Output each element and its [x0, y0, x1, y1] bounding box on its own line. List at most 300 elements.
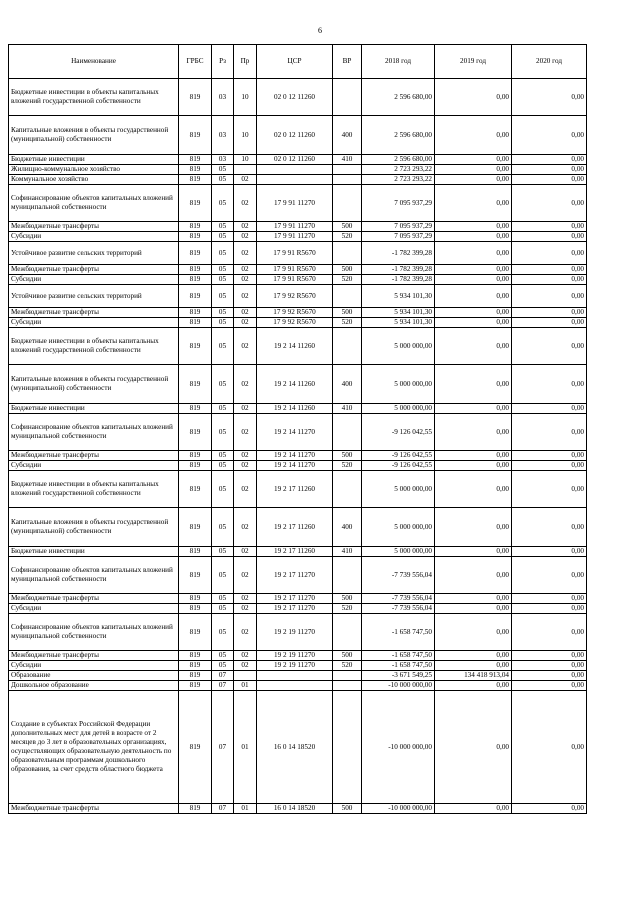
cell-2019: 0,00 [435, 165, 512, 175]
cell-2020: 0,00 [512, 414, 587, 451]
cell-grbs: 819 [179, 508, 212, 547]
cell-csr: 16 0 14 18520 [257, 804, 333, 814]
cell-vr: 500 [333, 222, 362, 232]
cell-2019: 0,00 [435, 471, 512, 508]
cell-2018: 2 723 293,22 [362, 165, 435, 175]
cell-grbs: 819 [179, 804, 212, 814]
cell-2018: -10 000 000,00 [362, 691, 435, 804]
cell-2019: 0,00 [435, 661, 512, 671]
cell-2020: 0,00 [512, 232, 587, 242]
cell-rz: 07 [212, 671, 234, 681]
cell-2019: 0,00 [435, 265, 512, 275]
cell-vr [333, 681, 362, 691]
cell-2020: 0,00 [512, 116, 587, 155]
cell-csr: 17 9 91 11270 [257, 222, 333, 232]
cell-pr [234, 671, 257, 681]
cell-grbs: 819 [179, 222, 212, 232]
cell-pr: 02 [234, 557, 257, 594]
cell-2019: 0,00 [435, 308, 512, 318]
cell-2019: 0,00 [435, 222, 512, 232]
cell-csr: 19 2 14 11270 [257, 451, 333, 461]
table-row [9, 804, 587, 814]
cell-2018: -10 000 000,00 [362, 804, 435, 814]
table-row [9, 285, 587, 308]
cell-name: Субсидии [9, 232, 179, 242]
cell-2018: -7 739 556,04 [362, 594, 435, 604]
cell-rz: 07 [212, 681, 234, 691]
cell-vr [333, 242, 362, 265]
cell-csr: 19 2 14 11260 [257, 328, 333, 365]
cell-rz: 05 [212, 594, 234, 604]
cell-pr: 02 [234, 414, 257, 451]
table-row [9, 604, 587, 614]
table-row [9, 318, 587, 328]
cell-csr: 19 2 17 11270 [257, 594, 333, 604]
table-row [9, 451, 587, 461]
cell-grbs: 819 [179, 691, 212, 804]
cell-pr: 02 [234, 285, 257, 308]
cell-grbs: 819 [179, 155, 212, 165]
cell-grbs: 819 [179, 265, 212, 275]
cell-grbs: 819 [179, 651, 212, 661]
cell-csr: 17 9 92 R5670 [257, 285, 333, 308]
cell-rz: 05 [212, 365, 234, 404]
cell-grbs: 819 [179, 185, 212, 222]
table-header-row [9, 45, 587, 79]
cell-csr: 19 2 17 11270 [257, 604, 333, 614]
cell-csr: 16 0 14 18520 [257, 691, 333, 804]
cell-pr: 02 [234, 175, 257, 185]
cell-vr [333, 328, 362, 365]
cell-grbs: 819 [179, 594, 212, 604]
cell-vr: 410 [333, 155, 362, 165]
cell-2018: 5 934 101,30 [362, 318, 435, 328]
cell-2018: -1 782 399,28 [362, 242, 435, 265]
cell-csr: 17 9 92 R5670 [257, 318, 333, 328]
cell-2019: 0,00 [435, 451, 512, 461]
cell-2020: 0,00 [512, 175, 587, 185]
cell-rz: 05 [212, 508, 234, 547]
cell-2019: 0,00 [435, 185, 512, 222]
cell-vr: 500 [333, 451, 362, 461]
cell-vr: 410 [333, 547, 362, 557]
cell-grbs: 819 [179, 661, 212, 671]
cell-2019: 0,00 [435, 242, 512, 265]
cell-2020: 0,00 [512, 308, 587, 318]
cell-2020: 0,00 [512, 242, 587, 265]
cell-csr: 19 2 17 11260 [257, 508, 333, 547]
cell-rz: 05 [212, 557, 234, 594]
cell-grbs: 819 [179, 604, 212, 614]
cell-csr: 19 2 19 11270 [257, 614, 333, 651]
cell-grbs: 819 [179, 328, 212, 365]
table-row [9, 116, 587, 155]
cell-2019: 134 418 913,04 [435, 671, 512, 681]
cell-pr: 02 [234, 265, 257, 275]
cell-2019: 0,00 [435, 691, 512, 804]
cell-grbs: 819 [179, 232, 212, 242]
cell-2019: 0,00 [435, 681, 512, 691]
table-row [9, 232, 587, 242]
cell-2020: 0,00 [512, 404, 587, 414]
cell-2020: 0,00 [512, 79, 587, 116]
cell-2020: 0,00 [512, 681, 587, 691]
header-pr: Пр [234, 45, 257, 79]
table-row [9, 461, 587, 471]
cell-2020: 0,00 [512, 614, 587, 651]
cell-pr: 02 [234, 222, 257, 232]
cell-2019: 0,00 [435, 461, 512, 471]
cell-2020: 0,00 [512, 557, 587, 594]
cell-pr: 02 [234, 604, 257, 614]
cell-rz: 07 [212, 804, 234, 814]
cell-2019: 0,00 [435, 232, 512, 242]
cell-pr: 02 [234, 308, 257, 318]
cell-vr [333, 471, 362, 508]
cell-2018: 2 723 293,22 [362, 175, 435, 185]
cell-vr: 500 [333, 594, 362, 604]
table-row [9, 265, 587, 275]
header-2019: 2019 год [435, 45, 512, 79]
cell-rz: 05 [212, 232, 234, 242]
cell-grbs: 819 [179, 175, 212, 185]
cell-rz: 05 [212, 471, 234, 508]
cell-name: Межбюджетные трансферты [9, 651, 179, 661]
cell-csr: 19 2 19 11270 [257, 651, 333, 661]
cell-grbs: 819 [179, 414, 212, 451]
cell-2020: 0,00 [512, 661, 587, 671]
cell-pr: 10 [234, 79, 257, 116]
table-row [9, 681, 587, 691]
cell-name: Устойчивое развитие сельских территорий [9, 242, 179, 265]
table-row [9, 651, 587, 661]
cell-pr: 02 [234, 185, 257, 222]
cell-2019: 0,00 [435, 79, 512, 116]
cell-grbs: 819 [179, 461, 212, 471]
cell-grbs: 819 [179, 471, 212, 508]
cell-csr [257, 175, 333, 185]
cell-name: Софинансирование объектов капитальных вложений муниципальной собственности [9, 414, 179, 451]
cell-name: Устойчивое развитие сельских территорий [9, 285, 179, 308]
cell-name: Межбюджетные трансферты [9, 222, 179, 232]
cell-name: Софинансирование объектов капитальных вложений муниципальной собственности [9, 614, 179, 651]
cell-2019: 0,00 [435, 547, 512, 557]
cell-2018: 7 095 937,29 [362, 185, 435, 222]
cell-2020: 0,00 [512, 691, 587, 804]
cell-pr: 02 [234, 547, 257, 557]
cell-pr: 10 [234, 116, 257, 155]
cell-grbs: 819 [179, 116, 212, 155]
cell-2019: 0,00 [435, 614, 512, 651]
cell-2019: 0,00 [435, 275, 512, 285]
cell-2019: 0,00 [435, 651, 512, 661]
table-row [9, 404, 587, 414]
cell-rz: 07 [212, 691, 234, 804]
cell-rz: 05 [212, 651, 234, 661]
cell-name: Бюджетные инвестиции [9, 404, 179, 414]
table-body [9, 79, 587, 814]
cell-name: Бюджетные инвестиции [9, 547, 179, 557]
cell-2018: 2 596 680,00 [362, 155, 435, 165]
cell-2020: 0,00 [512, 547, 587, 557]
cell-pr: 10 [234, 155, 257, 165]
cell-pr: 02 [234, 365, 257, 404]
cell-csr: 19 2 17 11270 [257, 557, 333, 594]
cell-vr: 520 [333, 661, 362, 671]
header-2018: 2018 год [362, 45, 435, 79]
table-row [9, 308, 587, 318]
cell-rz: 05 [212, 328, 234, 365]
cell-2019: 0,00 [435, 318, 512, 328]
table-row [9, 165, 587, 175]
cell-name: Бюджетные инвестиции в объекты капитальных вложений государственной собственности [9, 79, 179, 116]
cell-rz: 03 [212, 79, 234, 116]
cell-2018: 7 095 937,29 [362, 232, 435, 242]
header-2020: 2020 год [512, 45, 587, 79]
cell-vr: 500 [333, 651, 362, 661]
cell-grbs: 819 [179, 614, 212, 651]
cell-grbs: 819 [179, 681, 212, 691]
cell-grbs: 819 [179, 165, 212, 175]
cell-rz: 05 [212, 185, 234, 222]
cell-vr: 520 [333, 232, 362, 242]
cell-vr: 520 [333, 275, 362, 285]
cell-2018: 5 934 101,30 [362, 308, 435, 318]
cell-pr: 02 [234, 461, 257, 471]
cell-rz: 05 [212, 165, 234, 175]
cell-csr: 17 9 91 11270 [257, 185, 333, 222]
cell-grbs: 819 [179, 451, 212, 461]
cell-2020: 0,00 [512, 365, 587, 404]
cell-vr [333, 79, 362, 116]
cell-name: Межбюджетные трансферты [9, 308, 179, 318]
table-row [9, 79, 587, 116]
cell-rz: 05 [212, 461, 234, 471]
cell-vr: 410 [333, 404, 362, 414]
cell-rz: 05 [212, 308, 234, 318]
cell-pr: 02 [234, 275, 257, 285]
table-row [9, 185, 587, 222]
header-csr: ЦСР [257, 45, 333, 79]
cell-rz: 03 [212, 116, 234, 155]
cell-2018: -7 739 556,04 [362, 557, 435, 594]
cell-2018: -9 126 042,55 [362, 451, 435, 461]
table-row [9, 365, 587, 404]
cell-2018: -1 658 747,50 [362, 661, 435, 671]
cell-grbs: 819 [179, 79, 212, 116]
cell-2019: 0,00 [435, 285, 512, 308]
table-row [9, 614, 587, 651]
cell-name: Межбюджетные трансферты [9, 804, 179, 814]
table-row [9, 661, 587, 671]
cell-2018: 5 000 000,00 [362, 547, 435, 557]
cell-pr: 02 [234, 404, 257, 414]
cell-pr: 02 [234, 328, 257, 365]
cell-pr: 01 [234, 804, 257, 814]
cell-rz: 05 [212, 285, 234, 308]
cell-2018: -9 126 042,55 [362, 461, 435, 471]
table-row [9, 275, 587, 285]
cell-rz: 05 [212, 414, 234, 451]
cell-2018: -1 782 399,28 [362, 265, 435, 275]
cell-rz: 05 [212, 265, 234, 275]
cell-2020: 0,00 [512, 185, 587, 222]
cell-2019: 0,00 [435, 414, 512, 451]
cell-2018: -1 658 747,50 [362, 614, 435, 651]
page-number: 6 [318, 26, 322, 35]
cell-2018: -1 782 399,28 [362, 275, 435, 285]
cell-csr [257, 165, 333, 175]
cell-csr: 17 9 92 R5670 [257, 308, 333, 318]
cell-csr: 19 2 14 11260 [257, 365, 333, 404]
cell-csr: 19 2 17 11260 [257, 471, 333, 508]
cell-rz: 05 [212, 404, 234, 414]
cell-vr: 520 [333, 461, 362, 471]
cell-name: Капитальные вложения в объекты государственной (муниципальной) собственности [9, 116, 179, 155]
table-row [9, 671, 587, 681]
table-row [9, 547, 587, 557]
cell-2020: 0,00 [512, 651, 587, 661]
table-row [9, 222, 587, 232]
cell-grbs: 819 [179, 404, 212, 414]
cell-vr [333, 557, 362, 594]
cell-vr [333, 614, 362, 651]
cell-pr: 02 [234, 451, 257, 461]
cell-grbs: 819 [179, 242, 212, 265]
cell-2018: 2 596 680,00 [362, 116, 435, 155]
cell-vr [333, 165, 362, 175]
cell-vr [333, 414, 362, 451]
cell-name: Софинансирование объектов капитальных вложений муниципальной собственности [9, 557, 179, 594]
cell-pr: 02 [234, 508, 257, 547]
cell-grbs: 819 [179, 318, 212, 328]
cell-name: Бюджетные инвестиции в объекты капитальных вложений государственной собственности [9, 328, 179, 365]
cell-pr: 02 [234, 471, 257, 508]
cell-grbs: 819 [179, 275, 212, 285]
cell-2018: -9 126 042,55 [362, 414, 435, 451]
header-grbs: ГРБС [179, 45, 212, 79]
cell-2019: 0,00 [435, 804, 512, 814]
cell-pr: 02 [234, 661, 257, 671]
cell-grbs: 819 [179, 671, 212, 681]
cell-name: Бюджетные инвестиции в объекты капитальных вложений государственной собственности [9, 471, 179, 508]
cell-2018: 7 095 937,29 [362, 222, 435, 232]
cell-rz: 05 [212, 175, 234, 185]
cell-csr: 02 0 12 11260 [257, 79, 333, 116]
cell-csr: 17 9 91 R5670 [257, 242, 333, 265]
cell-2020: 0,00 [512, 508, 587, 547]
table-row [9, 242, 587, 265]
cell-2018: 5 000 000,00 [362, 328, 435, 365]
cell-vr: 520 [333, 604, 362, 614]
cell-name: Коммунальное хозяйство [9, 175, 179, 185]
cell-vr: 520 [333, 318, 362, 328]
cell-rz: 05 [212, 222, 234, 232]
cell-2019: 0,00 [435, 175, 512, 185]
cell-2018: -7 739 556,04 [362, 604, 435, 614]
cell-2018: 5 934 101,30 [362, 285, 435, 308]
cell-vr: 400 [333, 508, 362, 547]
cell-vr: 500 [333, 308, 362, 318]
cell-2020: 0,00 [512, 318, 587, 328]
cell-grbs: 819 [179, 547, 212, 557]
cell-csr [257, 681, 333, 691]
cell-rz: 03 [212, 155, 234, 165]
cell-2020: 0,00 [512, 471, 587, 508]
cell-pr: 02 [234, 318, 257, 328]
cell-2020: 0,00 [512, 265, 587, 275]
cell-rz: 05 [212, 661, 234, 671]
cell-pr: 02 [234, 594, 257, 604]
cell-csr: 19 2 14 11270 [257, 461, 333, 471]
cell-2018: -3 671 549,25 [362, 671, 435, 681]
cell-grbs: 819 [179, 365, 212, 404]
cell-2020: 0,00 [512, 328, 587, 365]
table-row [9, 155, 587, 165]
table-row [9, 594, 587, 604]
cell-csr: 17 9 91 R5670 [257, 275, 333, 285]
cell-csr: 19 2 19 11270 [257, 661, 333, 671]
cell-grbs: 819 [179, 308, 212, 318]
cell-csr: 02 0 12 11260 [257, 155, 333, 165]
cell-2018: 5 000 000,00 [362, 404, 435, 414]
cell-2018: 5 000 000,00 [362, 508, 435, 547]
cell-name: Образование [9, 671, 179, 681]
cell-vr: 500 [333, 265, 362, 275]
cell-2020: 0,00 [512, 804, 587, 814]
cell-2019: 0,00 [435, 328, 512, 365]
cell-2020: 0,00 [512, 275, 587, 285]
cell-name: Капитальные вложения в объекты государственной (муниципальной) собственности [9, 508, 179, 547]
cell-2019: 0,00 [435, 594, 512, 604]
cell-pr: 02 [234, 614, 257, 651]
cell-vr: 500 [333, 804, 362, 814]
cell-grbs: 819 [179, 557, 212, 594]
cell-pr: 02 [234, 242, 257, 265]
cell-csr: 02 0 12 11260 [257, 116, 333, 155]
cell-name: Субсидии [9, 604, 179, 614]
cell-2020: 0,00 [512, 285, 587, 308]
cell-2018: 2 596 680,00 [362, 79, 435, 116]
cell-2019: 0,00 [435, 508, 512, 547]
table-row [9, 691, 587, 804]
table-row [9, 508, 587, 547]
cell-pr: 01 [234, 681, 257, 691]
cell-vr [333, 175, 362, 185]
cell-2019: 0,00 [435, 604, 512, 614]
header-name: Наименование [9, 45, 179, 79]
cell-name: Софинансирование объектов капитальных вложений муниципальной собственности [9, 185, 179, 222]
cell-rz: 05 [212, 451, 234, 461]
header-rz: Рз [212, 45, 234, 79]
cell-name: Дошкольное образование [9, 681, 179, 691]
cell-rz: 05 [212, 318, 234, 328]
cell-csr: 19 2 17 11260 [257, 547, 333, 557]
cell-2019: 0,00 [435, 404, 512, 414]
cell-name: Капитальные вложения в объекты государственной (муниципальной) собственности [9, 365, 179, 404]
cell-vr [333, 691, 362, 804]
cell-vr [333, 185, 362, 222]
cell-name: Субсидии [9, 275, 179, 285]
cell-rz: 05 [212, 614, 234, 651]
cell-pr: 01 [234, 691, 257, 804]
cell-name: Субсидии [9, 318, 179, 328]
cell-2020: 0,00 [512, 155, 587, 165]
cell-csr: 17 9 91 R5670 [257, 265, 333, 275]
cell-2019: 0,00 [435, 365, 512, 404]
cell-2018: 5 000 000,00 [362, 365, 435, 404]
cell-2018: 5 000 000,00 [362, 471, 435, 508]
